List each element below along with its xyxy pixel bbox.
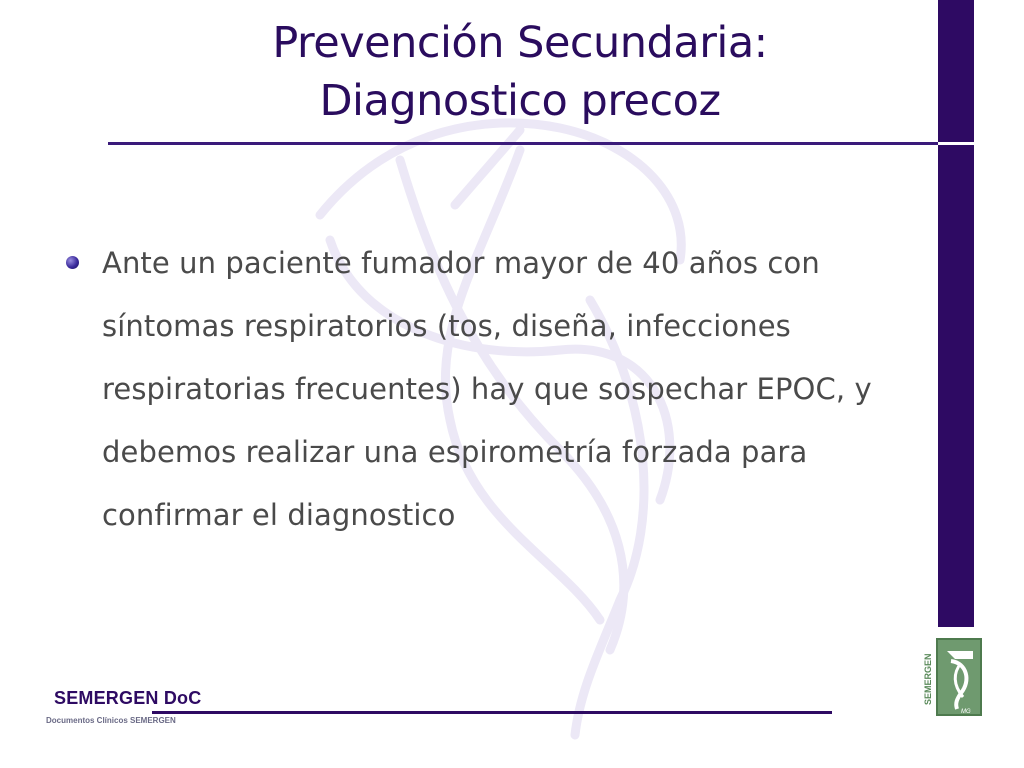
- slide-title: [110, 14, 930, 130]
- footer-brand: SEMERGEN DoC: [54, 688, 202, 708]
- bullet-text-line: Ante un paciente fumador mayor de 40 años con: [102, 246, 820, 280]
- bullet-text-line: debemos realizar una espirometría forzada para: [102, 435, 808, 469]
- bullet-text-line: confirmar el diagnostico: [102, 498, 456, 532]
- title-line-1: Prevención Secundaria:: [272, 18, 768, 68]
- footer-brand-subtitle: Documentos Clínicos SEMERGEN: [46, 716, 176, 725]
- title-divider-gap: [938, 142, 974, 145]
- title-line-2: Diagnostico precoz: [319, 76, 721, 126]
- logo-corner-text: MG: [961, 709, 971, 715]
- title-divider: [108, 142, 974, 145]
- side-accent-bar: [938, 0, 974, 627]
- footer-divider: [152, 711, 832, 714]
- semergen-logo: [917, 637, 985, 717]
- bullet-icon: [66, 256, 79, 269]
- bullet-text: [102, 232, 922, 547]
- logo-vertical-text: SEMERGEN: [923, 653, 933, 705]
- bullet-text-line: respiratorias frecuentes) hay que sospechar EPOC, y: [102, 372, 872, 406]
- bullet-text-line: síntomas respiratorios (tos, diseña, infecciones: [102, 309, 791, 343]
